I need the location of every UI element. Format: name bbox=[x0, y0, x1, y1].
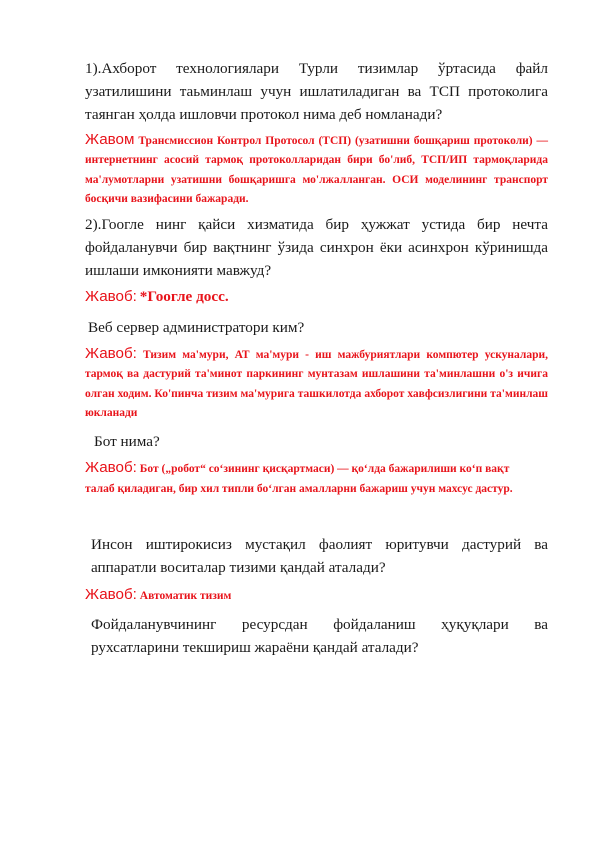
answer-4 bbox=[85, 458, 540, 499]
answer-1 bbox=[85, 130, 548, 209]
question-3: Веб сервер администратори ким? bbox=[88, 319, 305, 337]
answer-3-label: Жавоб: bbox=[85, 345, 137, 363]
question-2: 2).Гоогле нинг қайси хизматида бир ҳужжат устида бир нечта фойдаланувчи бир вақтнинг ўзида синхрон ёки асинхрон кўринишда ишлаши имконияти мавжуд? bbox=[85, 216, 548, 280]
answer-5 bbox=[85, 583, 548, 608]
answer-2 bbox=[85, 285, 548, 310]
question-1: 1).Ахборот технологиялари Турли тизимлар ўртасида файл узатилишини таьминлаш учун ишлатиладиган ва ТСП протоколига таянган ҳолда ишловчи протокол нима деб номланади? bbox=[85, 60, 548, 123]
answer-4-label: Жавоб: bbox=[85, 459, 137, 477]
question-6: Фойдаланувчининг ресурсдан фойдаланиш ҳуқуқлари ва рухсатларини текшириш жараёни қандай аталади? bbox=[91, 616, 548, 657]
answer-2-text: *Гоогле досс. bbox=[139, 288, 229, 306]
question-5: Инсон иштирокисиз мустақил фаолият юритувчи дастурий ва аппаратли воситалар тизими қандай аталади? bbox=[91, 536, 548, 577]
answer-5-label: Жавоб: bbox=[85, 586, 137, 604]
question-4: Бот нима? bbox=[94, 433, 160, 451]
answer-3 bbox=[85, 344, 548, 423]
document-page bbox=[85, 57, 548, 659]
answer-1-text: Трансмиссион Контрол Протосол (ТСП) (узатишни бошқариш протоколи) — интернетнинг асосий тармоқ протоколларидан бири бо'либ, ТСП/ИП тармоқларида ма'лумотларни узатишни бошқаришга мо'лжалланган. ОСИ моделининг транспорт босқичи вазифасини бажаради. bbox=[85, 135, 548, 205]
answer-4-text: Бот („робот“ со‘зининг қисқартмаси) — қо‘лда бажарилиши ко‘п вақт талаб қиладиган, бир хил типли бо‘лган амалларни бажариш учун махсус дастур. bbox=[85, 463, 513, 496]
answer-1-label: Жавом bbox=[85, 131, 135, 148]
answer-3-text: Тизим ма'мури, АТ ма'мури - иш мажбуриятлари компютер ускуналари, тармоқ ва дастурий та'минот паркининг мунтазам ишлашини та'минлашни о'з ичига олган ходим. Ко'пинча тизим ма'мурига ташкилотда ахборот хавфсизлигини та'минлаш юкланади bbox=[85, 349, 548, 420]
answer-2-label: Жавоб: bbox=[85, 288, 137, 306]
answer-5-text: Автоматик тизим bbox=[139, 590, 232, 603]
